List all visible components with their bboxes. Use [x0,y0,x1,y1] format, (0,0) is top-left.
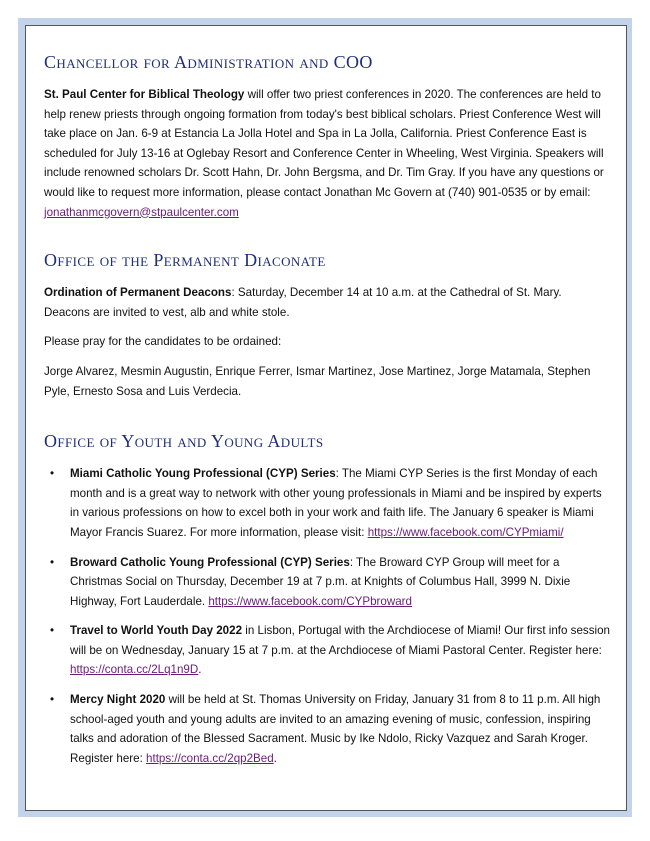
email-link[interactable]: jonathanmcgovern@stpaulcenter.com [44,205,239,219]
st-paul-center-name: St. Paul Center for Biblical Theology [44,88,245,101]
bullet-icon: • [50,693,55,707]
item-tail: . [198,663,202,677]
list-item-world-youth-day [50,621,610,680]
list-item-mercy-night [50,690,610,768]
youth-list [42,464,610,768]
pray-text: Please pray for the candidates to be ordained: [44,335,282,349]
wyd-register-link[interactable]: https://conta.cc/2Lq1n9D [70,663,199,677]
item-title: Mercy Night 2020 [70,693,166,707]
item-body: will be held at St. Thomas University on Friday, January 31 from 8 to 11 p.m. All high school-aged youth and young adults are invited to an amazing evening of music, confession, inspiring talks and adoration of the Blessed Sacrament. Music by Ike Ndolo, Ricky Vazquez and Sarah Kroger. Register here: [70,693,601,765]
item-tail: . [273,751,277,765]
facebook-cypmiami-link[interactable]: https://www.facebook.com/CYPmiami/ [367,525,564,539]
bullet-icon: • [50,624,55,638]
page-border-frame [18,18,632,817]
ordination-paragraph [44,283,610,322]
candidates-list: Jorge Alvarez, Mesmin Augustin, Enrique Ferrer, Ismar Martinez, Jose Martinez, Jorge Matamala, Stephen Pyle, Ernesto Sosa and Luis Verdecia. [44,364,591,398]
item-title: Travel to World Youth Day 2022 [70,624,243,638]
bullet-icon: • [50,555,55,569]
chancellor-body: will offer two priest conferences in 2020. The conferences are held to help renew priests through ongoing formation from today's best biblical scholars. Priest Conference West will take place on Jan. 6-9 at Estancia La Jolla Hotel and Spa in La Jolla, California. Priest Conference East is scheduled for July 13-16 at Oglebay Resort and Conference Center in Wheeling, West Virginia. Speakers will include renowned scholars Dr. Scott Hahn, Dr. John Bergsma, and Dr. Tim Gray. If you have any questions or would like to request more information, please contact Jonathan Mc Govern at (740) 901-0535 or by email: [44,88,604,199]
mercy-night-register-link[interactable]: https://conta.cc/2qp2Bed [146,751,274,765]
chancellor-paragraph [44,85,610,222]
item-title: Miami Catholic Young Professional (CYP) Series [70,467,336,481]
list-item-broward-cyp [50,553,610,612]
item-body: in Lisbon, Portugal with the Archdiocese of Miami! Our first info session will be on Wednesday, January 15 at 7 p.m. at the Archdiocese of Miami Pastoral Center. Register here: [70,624,610,657]
ordination-title: Ordination of Permanent Deacons [44,286,232,300]
facebook-cypbroward-link[interactable]: https://www.facebook.com/CYPbroward [208,594,412,608]
chancellor-heading: Chancellor for Administration and COO [44,52,373,72]
ordination-body: : Saturday, December 14 at 10 a.m. at the Cathedral of St. Mary. Deacons are invited to vest, alb and white stole. [44,286,562,319]
item-title: Broward Catholic Young Professional (CYP) Series [70,555,350,569]
item-body: : The Broward CYP Group will meet for a Christmas Social on Thursday, December 19 at 7 p.m. at Knights of Columbus Hall, 3999 N. Dixie Highway, Fort Lauderdale. [70,555,571,608]
list-item-miami-cyp [50,464,610,542]
youth-heading: Office of Youth and Young Adults [44,431,324,452]
bullet-icon: • [50,467,55,481]
diaconate-heading: Office of the Permanent Diaconate [44,250,326,271]
item-body: : The Miami CYP Series is the first Monday of each month and is a great way to network with other young professionals in Miami and be inspired by experts in various professions on how to excel both in your work and faith life. The January 6 speaker is Miami Mayor Francis Suarez. For more information, please visit: [70,467,602,539]
newsletter-page [25,25,627,811]
